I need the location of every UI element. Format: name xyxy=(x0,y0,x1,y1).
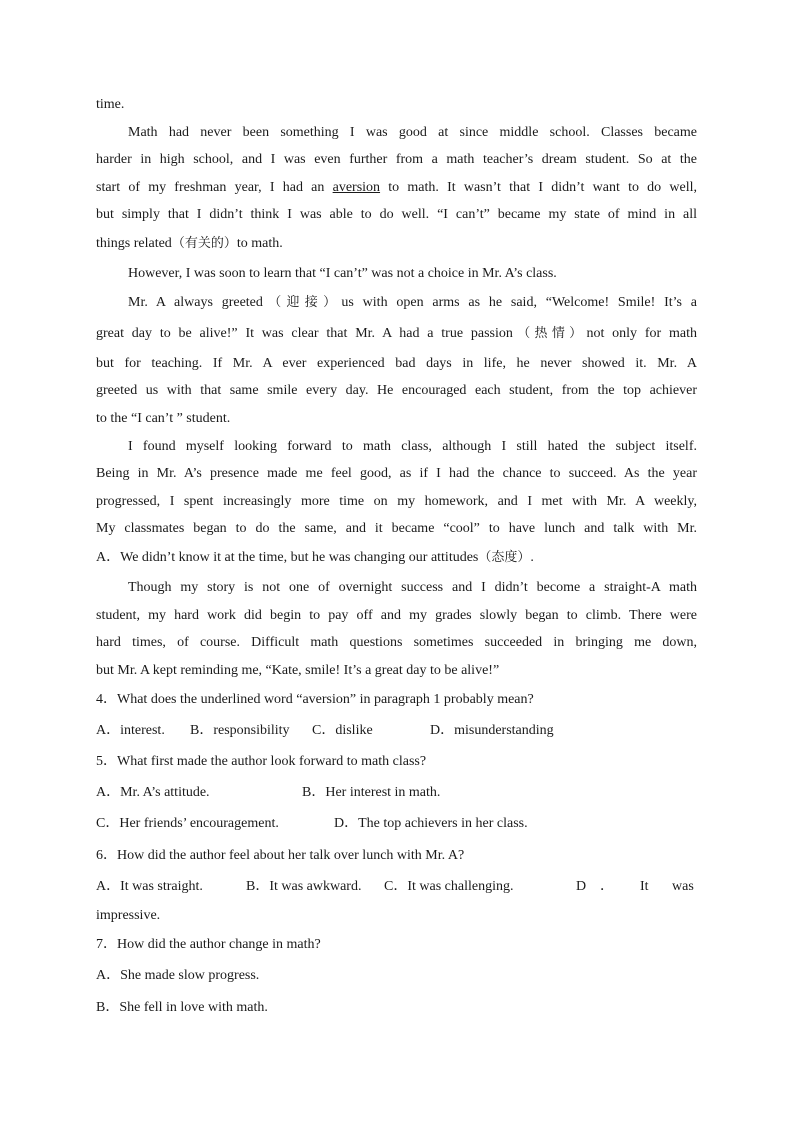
question-4-options xyxy=(96,720,697,742)
option-d-word: was xyxy=(672,879,694,894)
paragraph-1-line: things related（有关的）to math. xyxy=(96,236,283,251)
paragraph-3-line: greeted us with that same smile every day. He encouraged each student, from the top achiever xyxy=(96,383,697,398)
chinese-gloss: （有关的） xyxy=(171,236,237,251)
option-c: C．It was challenging. xyxy=(384,879,514,894)
paragraph-1-line: but simply that I didn’t think I was able to do well. “I can’t” became my state of mind in all xyxy=(96,207,697,222)
option-b: B．It was awkward. xyxy=(246,879,362,894)
option-a: A．interest. xyxy=(96,723,165,738)
paragraph-3-line: great day to be alive!” It was clear that Mr. A had a true passion（热情）not only for math xyxy=(96,326,697,341)
chinese-gloss: （态度） xyxy=(478,550,531,565)
chinese-gloss: （迎接） xyxy=(262,295,342,310)
paragraph-3-line: Mr. A always greeted（迎接）us with open arms as he said, “Welcome! Smile! It’s a xyxy=(128,295,697,310)
paragraph-4-line: I found myself looking forward to math class, although I still hated the subject itself. xyxy=(128,439,697,454)
paragraph-5-line: student, my hard work did begin to pay off and my grades slowly began to climb. There were xyxy=(96,608,697,623)
paragraph-3-line: but for teaching. If Mr. A ever experienced bad days in life, he never showed it. Mr. A xyxy=(96,356,697,371)
paragraph-4-line: Being in Mr. A’s presence made me feel good, as if I had the chance to succeed. As the year xyxy=(96,466,697,481)
question-6-options-wrap: impressive. xyxy=(96,908,161,923)
option-c: C．Her friends’ encouragement. xyxy=(96,816,279,831)
question-7-option-a: A．She made slow progress. xyxy=(96,968,260,983)
question-5-options-row-1 xyxy=(96,782,697,804)
text-line: time. xyxy=(96,97,125,112)
paragraph-5-line: hard times, of course. Difficult math questions sometimes succeeded in bringing me down, xyxy=(96,635,697,650)
option-a: A．It was straight. xyxy=(96,879,203,894)
question-6-options xyxy=(96,876,697,898)
paragraph-1-line: harder in high school, and I was even further from a math teacher’s dream student. So at the xyxy=(96,152,697,167)
question-4-stem: 4．What does the underlined word “aversion” in paragraph 1 probably mean? xyxy=(96,692,534,707)
option-c: C．dislike xyxy=(312,723,373,738)
paragraph-5-line: Though my story is not one of overnight success and I didn’t become a straight-A math xyxy=(128,580,697,595)
paragraph-4-line: progressed, I spent increasingly more time on my homework, and I met with Mr. A weekly, xyxy=(96,494,697,509)
option-d: D．The top achievers in her class. xyxy=(334,816,528,831)
question-7-stem: 7．How did the author change in math? xyxy=(96,937,321,952)
option-a: A．Mr. A’s attitude. xyxy=(96,785,210,800)
option-d-word: It xyxy=(640,879,649,894)
question-5-options-row-2 xyxy=(96,813,697,835)
paragraph-3-line: to the “I can’t ” student. xyxy=(96,411,231,426)
paragraph-4-line: A．We didn’t know it at the time, but he was changing our attitudes（态度）. xyxy=(96,550,534,565)
paragraph-4-line: My classmates began to do the same, and it became “cool” to have lunch and talk with Mr. xyxy=(96,521,697,536)
underlined-word-aversion: aversion xyxy=(332,180,381,195)
paragraph-1-line: start of my freshman year, I had an aversion to math. It wasn’t that I didn’t want to do well, xyxy=(96,180,697,195)
paragraph-5-line: but Mr. A kept reminding me, “Kate, smile! It’s a great day to be alive!” xyxy=(96,663,500,678)
option-d-mark: ． xyxy=(600,879,614,894)
option-d: D．misunderstanding xyxy=(430,723,554,738)
option-b: B．responsibility xyxy=(190,723,290,738)
chinese-gloss: （热情） xyxy=(512,326,587,341)
question-6-stem: 6．How did the author feel about her talk over lunch with Mr. A? xyxy=(96,848,465,863)
paragraph-2-line: However, I was soon to learn that “I can’t” was not a choice in Mr. A’s class. xyxy=(128,266,557,281)
paragraph-1-line: Math had never been something I was good at since middle school. Classes became xyxy=(128,125,697,140)
option-d-letter: D xyxy=(576,879,587,894)
question-7-option-b: B．She fell in love with math. xyxy=(96,1000,268,1015)
question-5-stem: 5．What first made the author look forward to math class? xyxy=(96,754,427,769)
option-b: B．Her interest in math. xyxy=(302,785,441,800)
